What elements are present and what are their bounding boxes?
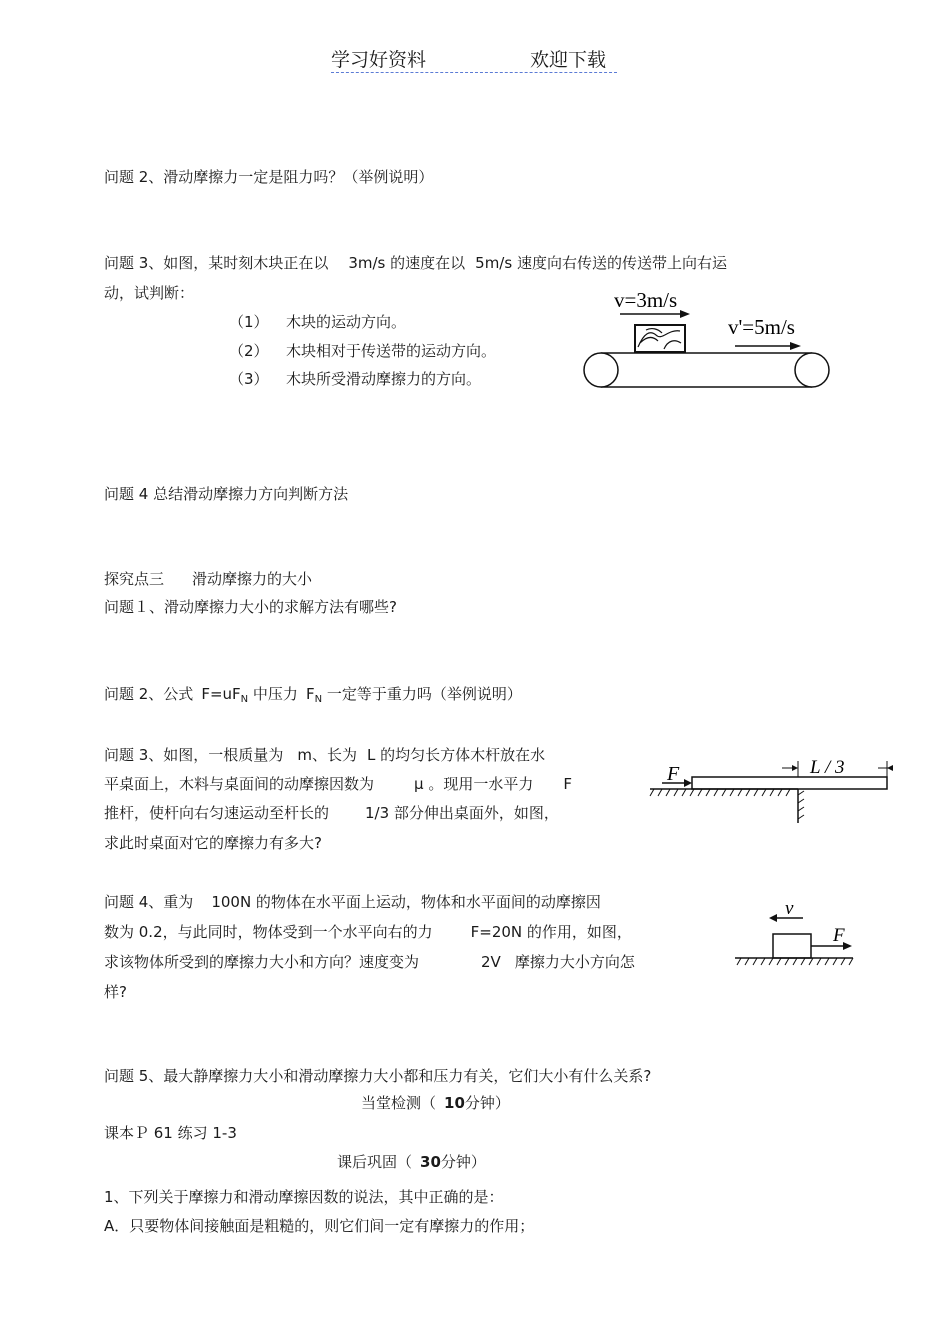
q3-rod-l1c: L 的均匀长方体木杆放在水 [366,746,546,764]
rod [692,777,887,789]
push-force-arrowhead [684,779,692,787]
q3-rod-line4: 求此时桌面对它的摩擦力有多大? [104,834,322,852]
q3-rod-l2c: F [563,775,572,793]
q4-box-l3b: 2V [481,953,501,971]
question-5: 问题 5、最大静摩擦力大小和滑动摩擦力大小都和压力有关，它们大小有什么关系? [104,1067,652,1085]
header-right: 欢迎下载 [530,49,607,71]
formula-main: F=uF [201,685,241,703]
block [773,934,811,958]
q3-rod-line3 [104,803,559,823]
conveyor-belt-figure [580,285,835,395]
normal-force-main: F [305,685,315,703]
q4-box-l2b: F=20N 的作用，如图， [470,923,632,941]
q3-item-2-text: 木块相对于传送带的运动方向。 [286,342,497,360]
exercise-1-option-a: A．只要物体间接触面是粗糙的，则它们间一定有摩擦力的作用； [104,1217,535,1235]
q2f-text-a: 问题 2、公式 [104,685,194,703]
q3-rod-l3a: 推杆，使杆向右匀速运动至杆长的 [104,804,330,822]
l3-arrowhead-left [792,765,798,771]
q3-speed-block: 3m/s [348,254,386,272]
q3-rod-l3b: 1/3 部分伸出桌面外，如图， [365,804,559,822]
q2f-text-c: 一定等于重力吗（举例说明） [326,685,522,703]
q4-box-l1a: 问题 4、重为 [104,893,194,911]
homework-text-a: 课后巩固（ [337,1153,413,1171]
q3-rod-l2a: 平桌面上，木料与桌面间的动摩擦因数为 [104,775,375,793]
right-pulley [795,353,829,387]
homework-text-c: 分钟） [440,1153,486,1171]
push-force-label: F [667,763,680,785]
check-text-a: 当堂检测（ [361,1094,437,1112]
belt-velocity-arrowhead [790,342,801,350]
question-1-size: 问题１、滑动摩擦力大小的求解方法有哪些? [104,598,397,616]
homework-minutes: 30 [420,1153,441,1171]
q4-box-l1b: 100N 的物体在水平面上运动，物体和水平面间的动摩擦因 [211,893,601,911]
check-minutes: 10 [444,1094,465,1112]
q3-rod-l1b: m、长为 [297,746,357,764]
question-3-belt-line1 [104,253,727,273]
q2f-text-b: 中压力 [252,685,298,703]
third-length-label: L / 3 [810,757,845,778]
question-2-formula [104,684,522,704]
q3-item-3-text: 木块所受滑动摩擦力的方向。 [286,370,482,388]
q4-box-l2a: 数为 0.2，与此同时，物体受到一个水平向右的力 [104,923,433,941]
table-hatch [650,789,804,819]
block-on-floor-figure [733,896,858,968]
check-text-c: 分钟） [464,1094,510,1112]
rod-on-table-figure [650,755,890,827]
q3-rod-line2 [104,774,572,794]
q4-box-line1 [104,892,601,912]
textbook-exercise: 课本Ｐ 61 练习 1-3 [104,1124,237,1142]
question-4-summary: 问题 4 总结滑动摩擦力方向判断方法 [104,485,349,503]
belt-velocity-label: v'=5m/s [728,315,795,339]
q4-box-line2 [104,922,632,942]
floor-hatch [737,958,853,965]
block-velocity-label: v=3m/s [614,288,678,312]
force-label: F [833,925,845,946]
q3-rod-l2b: μ 。现用一水平力 [414,775,534,793]
q3-item-3-num: （3） [229,370,269,388]
q4-box-line3 [104,952,635,972]
q3-text-b: 的速度在以 [390,254,466,272]
section-3-title [104,569,312,589]
in-class-check-heading [361,1093,510,1113]
normal-force-sub: N [314,694,323,705]
q4-box-l3a: 求该物体所受到的摩擦力大小和方向？速度变为 [104,953,420,971]
question-3-belt-line2: 动，试判断： [104,284,195,302]
q4-box-l3c: 摩擦力大小方向怎 [514,953,635,971]
l3-arrowhead-right [887,765,893,771]
q3-item-1-text: 木块的运动方向。 [286,313,407,331]
q3-text-c: 速度向右传送的传送带上向右运 [516,254,727,272]
q3-item-1-num: （1） [229,313,269,331]
velocity-label: v [785,898,794,919]
section-3-topic: 滑动摩擦力的大小 [192,570,313,588]
exercise-1: 1、下列关于摩擦力和滑动摩擦因数的说法，其中正确的是： [104,1188,504,1206]
left-pulley [584,353,618,387]
question-2-friction: 问题 2、滑动摩擦力一定是阻力吗？（举例说明） [104,168,434,186]
q3-rod-l1a: 问题 3、如图，一根质量为 [104,746,284,764]
q3-rod-line1 [104,745,545,765]
q3-text-a: 问题 3、如图，某时刻木块正在以 [104,254,329,272]
header-rule [331,72,617,73]
section-3-label: 探究点三 [104,570,165,588]
q3-speed-belt: 5m/s [475,254,513,272]
q4-box-line4: 样? [104,983,127,1001]
velocity-arrowhead [769,914,777,922]
header-left: 学习好资料 [331,49,427,71]
formula-sub: N [240,694,249,705]
block-velocity-arrowhead [680,310,690,318]
homework-heading [337,1152,486,1172]
q3-item-2-num: （2） [229,342,269,360]
